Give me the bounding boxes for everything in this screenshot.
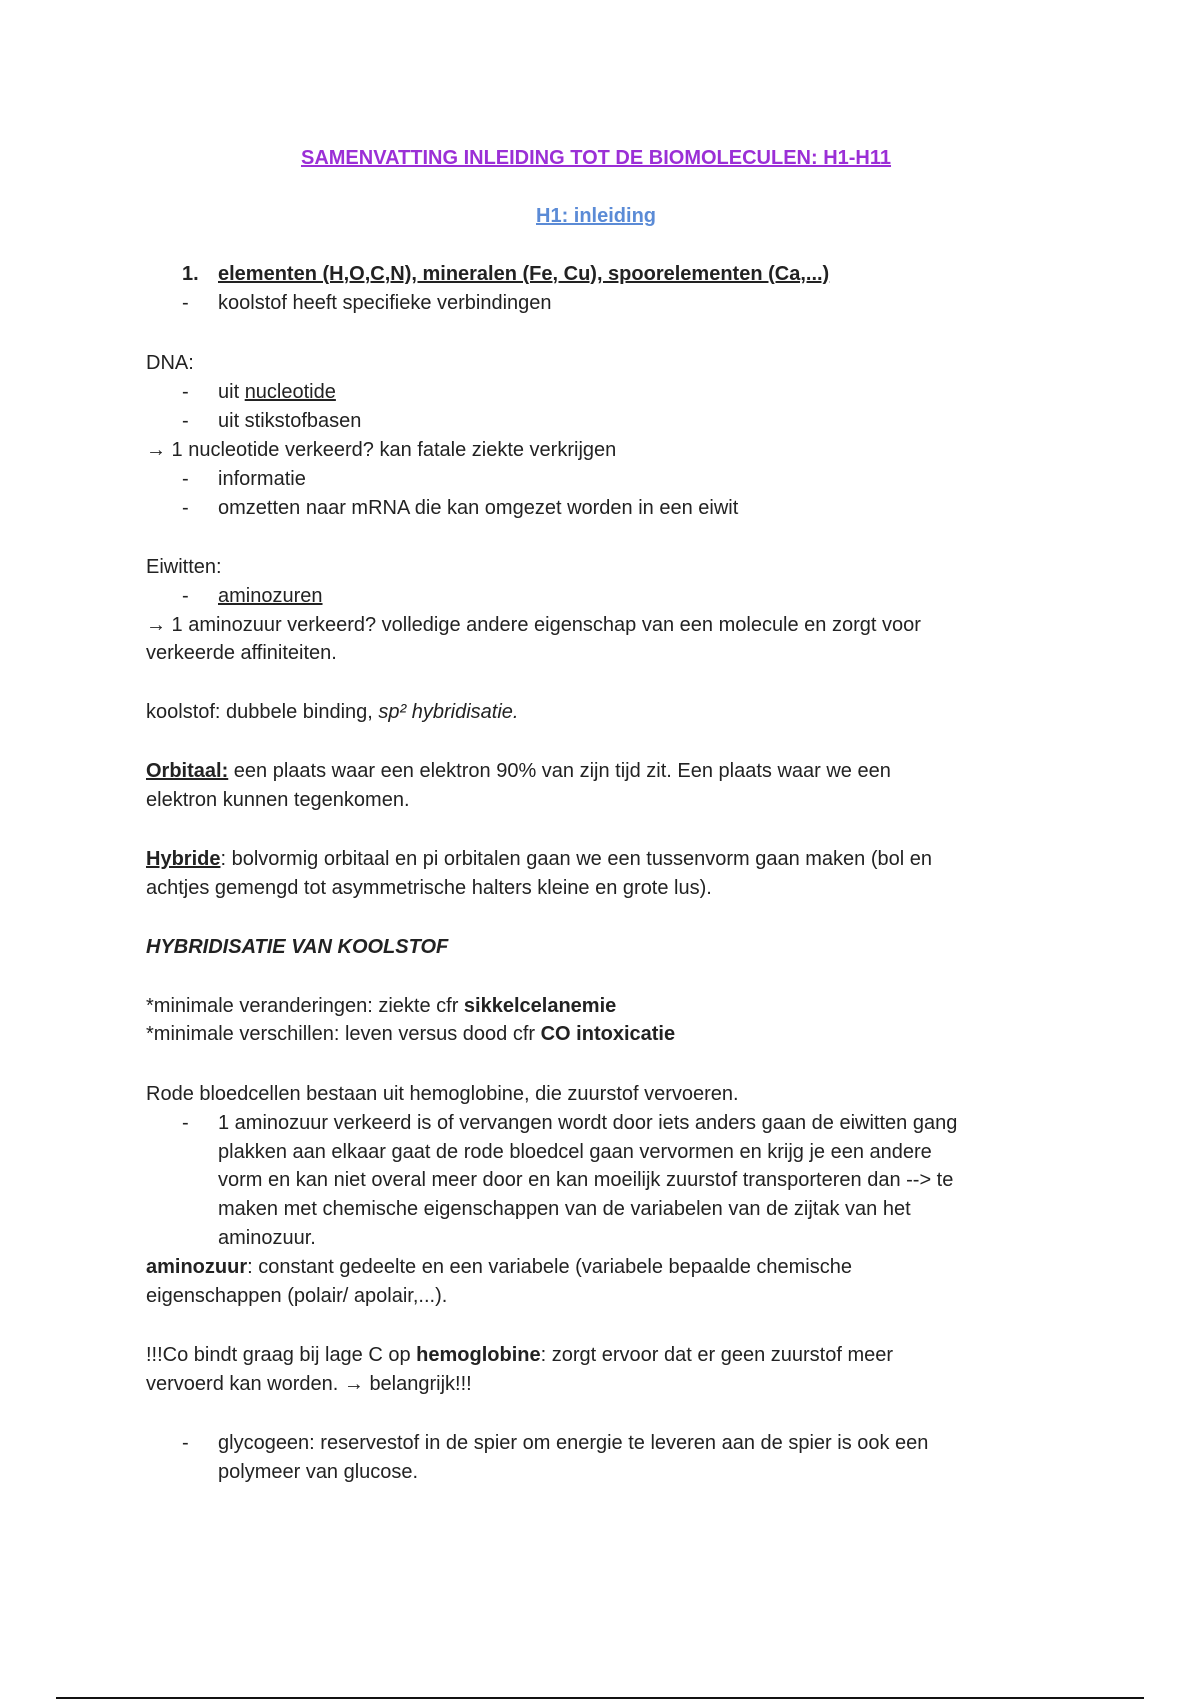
eiwitten-label: Eiwitten: (146, 556, 222, 578)
hybridisatie-heading: HYBRIDISATIE VAN KOOLSTOF (146, 936, 449, 958)
bottom-divider (56, 1697, 1144, 1699)
hybride-line-1: Hybride: bolvormig orbitaal en pi orbitalen gaan we een tussenvorm gaan maken (bol en (146, 848, 933, 870)
orbitaal-line-1: Orbitaal: een plaats waar een elektron 90% van zijn tijd zit. Een plaats waar we een (146, 760, 891, 782)
orbitaal-term: Orbitaal: (146, 760, 229, 782)
hybride-line-2: achtjes gemengd tot asymmetrische halters kleine en grote lus). (146, 877, 712, 899)
koolstof-line: koolstof: dubbele binding, sp² hybridisatie. (146, 701, 519, 723)
aminozuur-term: aminozuur (146, 1256, 248, 1278)
co-line-1: !!!Co bindt graag bij lage C op hemoglobine: zorgt ervoor dat er geen zuurstof meer (146, 1344, 894, 1366)
rode-intro: Rode bloedcellen bestaan uit hemoglobine, die zuurstof vervoeren. (146, 1083, 739, 1105)
dash-bullet: - (182, 292, 189, 314)
minimale-line-2: *minimale verschillen: leven versus dood cfr CO intoxicatie (146, 1023, 676, 1045)
eiwitten-arrow-line-2: verkeerde affiniteiten. (146, 642, 337, 664)
minimale-line-1: *minimale veranderingen: ziekte cfr sikkelcelanemie (146, 995, 617, 1017)
aminozuur-line-2: eigenschappen (polair/ apolair,...). (146, 1285, 448, 1307)
aminozuur-line-1: aminozuur: constant gedeelte en een variabele (variabele bepaalde chemische (146, 1256, 852, 1278)
eiwitten-arrow-line-1: → 1 aminozuur verkeerd? volledige andere eigenschap van een molecule en zorgt voor (146, 614, 921, 636)
dna-label: DNA: (146, 352, 194, 374)
co-line-2: vervoerd kan worden. → belangrijk!!! (146, 1373, 472, 1395)
orbitaal-line-2: elektron kunnen tegenkomen. (146, 789, 410, 811)
section-heading-h1: H1: inleiding (536, 205, 656, 227)
hybride-term: Hybride (146, 848, 221, 870)
dna-arrow-note: → 1 nucleotide verkeerd? kan fatale ziekte verkrijgen (146, 439, 617, 461)
document-title: SAMENVATTING INLEIDING TOT DE BIOMOLECULEN: H1-H11 (300, 147, 892, 169)
